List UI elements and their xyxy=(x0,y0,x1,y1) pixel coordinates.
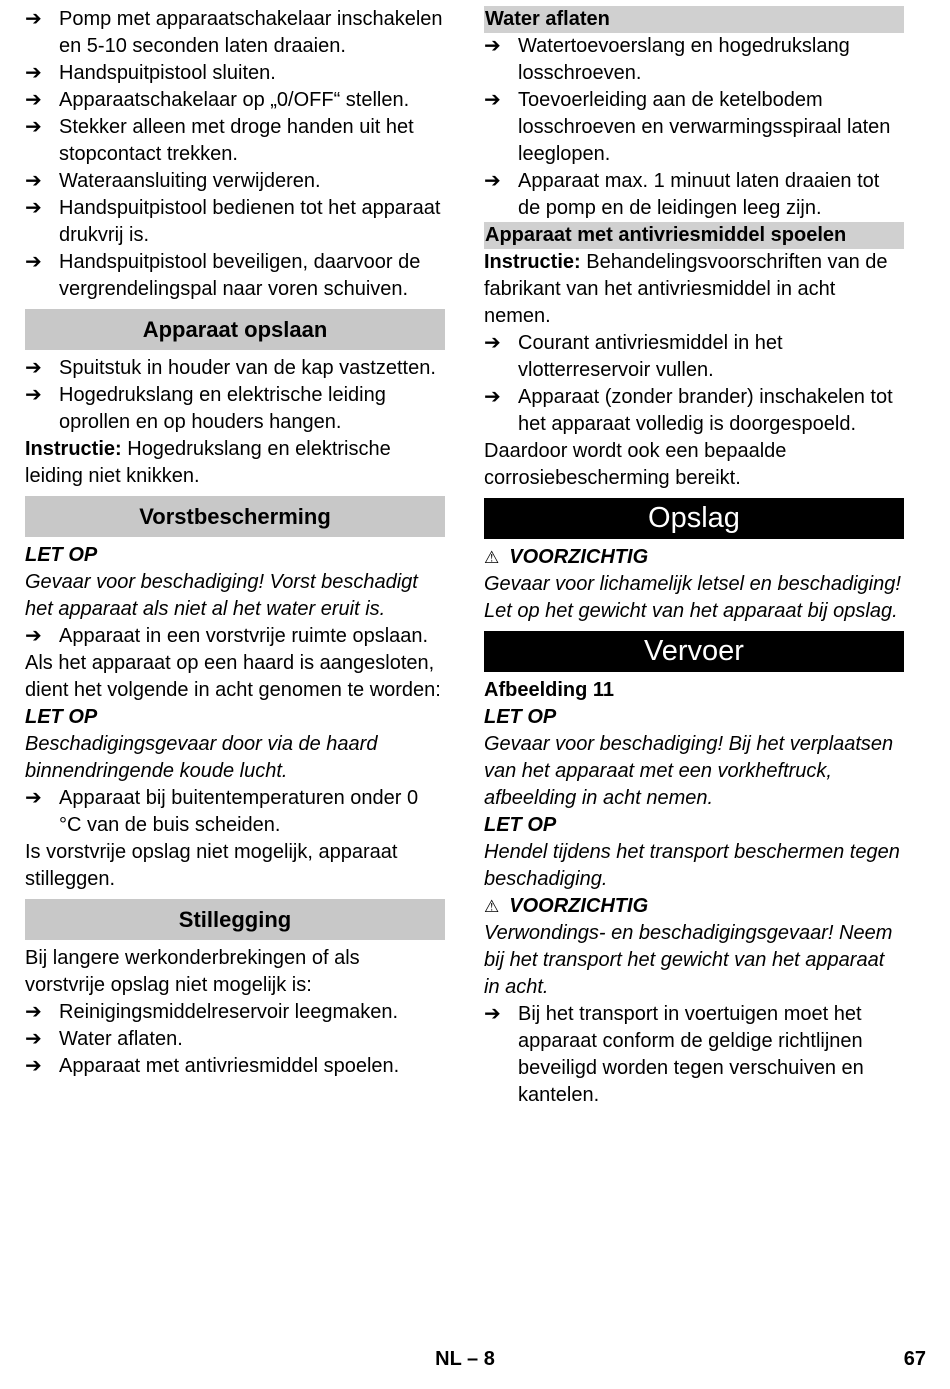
step-item: ➔ Courant antivriesmiddel in het vlotterreservoir vullen. xyxy=(484,332,783,381)
arrow-icon: ➔ xyxy=(484,35,501,57)
arrow-icon: ➔ xyxy=(25,1001,42,1023)
section-heading-stillegging: Stillegging xyxy=(25,899,445,940)
chapter-heading-opslag: Opslag xyxy=(484,498,904,539)
arrow-icon: ➔ xyxy=(25,170,42,192)
right-column xyxy=(484,6,904,1109)
subsection-heading-water-aflaten: Water aflaten xyxy=(484,6,904,33)
arrow-icon: ➔ xyxy=(25,8,42,30)
paragraph: Is vorstvrije opslag niet mogelijk, apparaat stilleggen. xyxy=(25,841,398,890)
page-number: 67 xyxy=(903,1348,926,1370)
step-item: ➔ Bij het transport in voertuigen moet het apparaat conform de geldige richtlijnen beveiligd worden tegen verschuiven en kantelen. xyxy=(484,1003,864,1106)
paragraph: Als het apparaat op een haard is aangesloten, dient het volgende in acht genomen te worden: xyxy=(25,652,441,701)
step-item: ➔ Handspuitpistool sluiten. xyxy=(25,60,445,87)
step-item: ➔ Hogedrukslang en elektrische leiding oprollen en op houders hangen. xyxy=(25,384,386,433)
paragraph: Bij langere werkonderbrekingen of als vorstvrije opslag niet mogelijk is: xyxy=(25,947,360,996)
step-item: ➔ Apparaat bij buitentemperaturen onder 0 °C van de buis scheiden. xyxy=(25,787,419,836)
step-item: ➔ Apparaat max. 1 minuut laten draaien tot de pomp en de leidingen leeg zijn. xyxy=(484,170,880,219)
left-column xyxy=(25,6,445,1080)
step-item: ➔ Apparaatschakelaar op „0/OFF“ stellen. xyxy=(25,87,445,114)
arrow-icon: ➔ xyxy=(25,1055,42,1077)
step-item: ➔ Apparaat in een vorstvrije ruimte opslaan. xyxy=(25,623,445,650)
notice-label: LET OP xyxy=(484,706,557,728)
arrow-icon: ➔ xyxy=(25,251,42,273)
arrow-icon: ➔ xyxy=(25,1028,42,1050)
step-item: ➔ Apparaat met antivriesmiddel spoelen. xyxy=(25,1053,445,1080)
arrow-icon: ➔ xyxy=(484,89,501,111)
section-heading-apparaat-opslaan: Apparaat opslaan xyxy=(25,309,445,350)
step-item: ➔ Pomp met apparaatschakelaar inschakelen en 5-10 seconden laten draaien. xyxy=(25,8,443,57)
caution-label: ⚠ VOORZICHTIG xyxy=(484,895,649,917)
section-heading-vorstbescherming: Vorstbescherming xyxy=(25,496,445,537)
arrow-icon: ➔ xyxy=(25,116,42,138)
figure-reference: Afbeelding 11 xyxy=(484,679,615,701)
arrow-icon: ➔ xyxy=(484,332,501,354)
arrow-icon: ➔ xyxy=(484,386,501,408)
arrow-icon: ➔ xyxy=(25,62,42,84)
arrow-icon: ➔ xyxy=(25,357,42,379)
notice-label: LET OP xyxy=(484,814,557,836)
arrow-icon: ➔ xyxy=(25,625,42,647)
chapter-heading-vervoer: Vervoer xyxy=(484,631,904,672)
arrow-icon: ➔ xyxy=(484,1003,501,1025)
notice-text: Gevaar voor beschadiging! Vorst beschadigt het apparaat als niet al het water eruit is. xyxy=(25,571,418,620)
step-item: ➔ Handspuitpistool beveiligen, daarvoor de vergrendelingspal naar voren schuiven. xyxy=(25,251,421,300)
arrow-icon: ➔ xyxy=(25,384,42,406)
caution-label: ⚠ VOORZICHTIG xyxy=(484,546,649,568)
paragraph: Daardoor wordt ook een bepaalde corrosiebescherming bereikt. xyxy=(484,440,787,489)
subsection-heading-antivries: Apparaat met antivriesmiddel spoelen xyxy=(484,222,904,249)
instruction-label: Instructie: xyxy=(25,438,122,460)
step-item: ➔ Toevoerleiding aan de ketelbodem losschroeven en verwarmingsspiraal laten leeglopen. xyxy=(484,89,891,165)
caution-text: Gevaar voor lichamelijk letsel en beschadiging! Let op het gewicht van het apparaat bij opslag. xyxy=(484,573,901,622)
step-item: ➔ Watertoevoerslang en hogedrukslang losschroeven. xyxy=(484,35,850,84)
notice-text: Beschadigingsgevaar door via de haard binnendringende koude lucht. xyxy=(25,733,378,782)
step-item: ➔ Water aflaten. xyxy=(25,1026,445,1053)
step-item: ➔ Reinigingsmiddelreservoir leegmaken. xyxy=(25,999,445,1026)
arrow-icon: ➔ xyxy=(484,170,501,192)
step-item: ➔ Spuitstuk in houder van de kap vastzetten. xyxy=(25,355,445,382)
caution-text: Verwondings- en beschadigingsgevaar! Neem bij het transport het gewicht van het apparaat in acht. xyxy=(484,922,893,998)
arrow-icon: ➔ xyxy=(25,89,42,111)
footer-section-label: NL – 8 xyxy=(435,1348,495,1370)
step-item: ➔ Wateraansluiting verwijderen. xyxy=(25,168,445,195)
step-item: ➔ Handspuitpistool bedienen tot het apparaat drukvrij is. xyxy=(25,197,441,246)
arrow-icon: ➔ xyxy=(25,787,42,809)
instruction-note: Instructie: Behandelingsvoorschriften van de fabrikant van het antivriesmiddel in acht nemen. xyxy=(484,251,888,327)
instruction-note: Instructie: Hogedrukslang en elektrische leiding niet knikken. xyxy=(25,438,391,487)
warning-triangle-icon: ⚠ xyxy=(484,548,500,567)
step-item: ➔ Apparaat (zonder brander) inschakelen tot het apparaat volledig is doorgespoeld. xyxy=(484,386,893,435)
notice-text: Hendel tijdens het transport beschermen tegen beschadiging. xyxy=(484,841,900,890)
arrow-icon: ➔ xyxy=(25,197,42,219)
instruction-label: Instructie: xyxy=(484,251,581,273)
notice-label: LET OP xyxy=(25,544,98,566)
notice-text: Gevaar voor beschadiging! Bij het verplaatsen van het apparaat met een vorkheftruck, afbeelding in acht nemen. xyxy=(484,733,894,809)
step-item: ➔ Stekker alleen met droge handen uit het stopcontact trekken. xyxy=(25,116,414,165)
warning-triangle-icon: ⚠ xyxy=(484,897,500,916)
notice-label: LET OP xyxy=(25,706,98,728)
